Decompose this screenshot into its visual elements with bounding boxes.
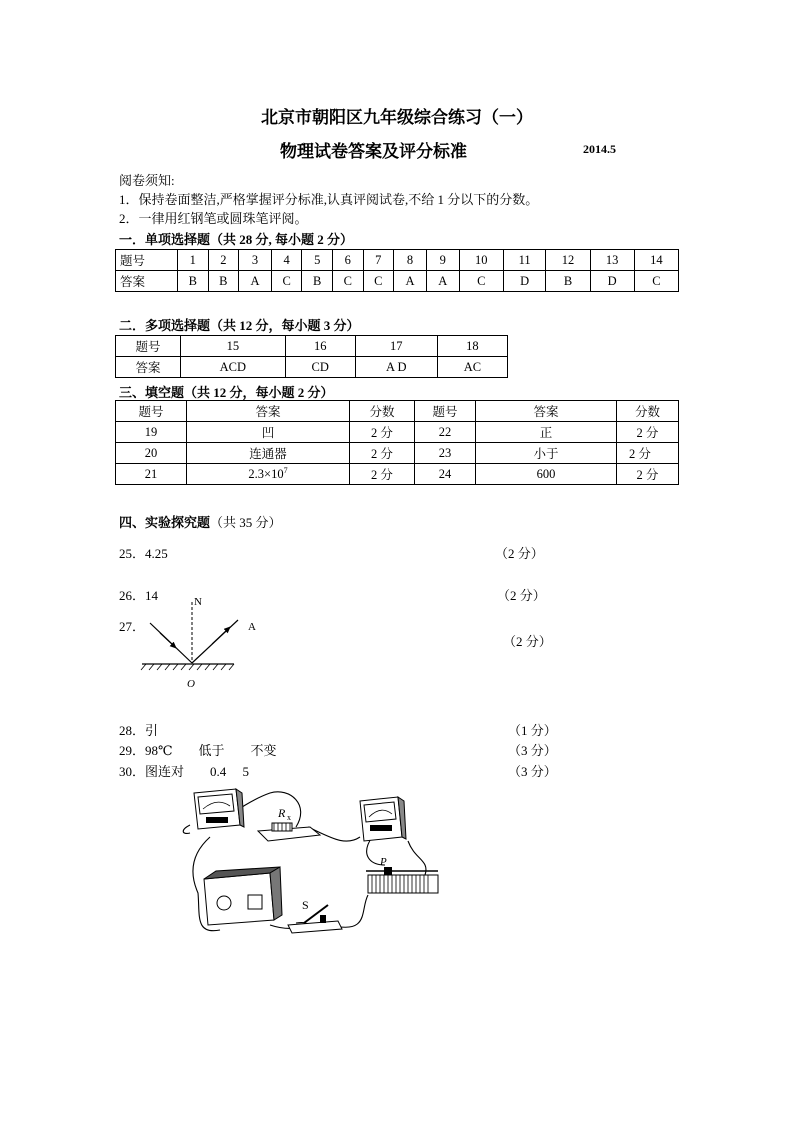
document-subtitle: 物理试卷答案及评分标准 xyxy=(280,142,467,161)
table-cell: 答案 xyxy=(116,271,178,292)
table-cell: 18 xyxy=(437,336,507,357)
table-cell: 正 xyxy=(476,422,617,443)
table-cell: 4 xyxy=(271,250,302,271)
section4-title: 四、实验探究题 xyxy=(119,515,211,530)
table-row xyxy=(116,250,679,271)
section1-table xyxy=(115,249,679,292)
table-cell: 小于 xyxy=(476,443,617,464)
table-cell: 6 xyxy=(332,250,363,271)
score-27: （2 分） xyxy=(503,634,552,649)
answer-28: 28．引 xyxy=(119,723,159,738)
table-cell: C xyxy=(459,271,503,292)
resistor-label: R xyxy=(278,806,286,820)
table-cell: C xyxy=(332,271,363,292)
table-row xyxy=(116,401,679,422)
table-cell: 2 xyxy=(208,250,239,271)
table-cell: B xyxy=(208,271,239,292)
section1-heading: 一．单项选择题（共 28 分, 每小题 2 分） xyxy=(119,232,354,247)
table-cell: B xyxy=(546,271,590,292)
answer-30: 30．图连对 0.4 5 xyxy=(119,764,250,779)
table-cell: 题号 xyxy=(116,336,181,357)
table-cell: 24 xyxy=(415,464,476,485)
table-cell: 1 xyxy=(178,250,209,271)
table-cell: 5 xyxy=(302,250,333,271)
exponent-value: 2.3×10 xyxy=(248,467,284,482)
table-cell: 分数 xyxy=(617,401,679,422)
table-cell: 9 xyxy=(426,250,459,271)
table-cell: 10 xyxy=(459,250,503,271)
table-cell: 16 xyxy=(285,336,355,357)
table-row xyxy=(116,443,679,464)
table-cell: 2 分 xyxy=(617,464,679,485)
incident-arrow xyxy=(160,633,176,648)
table-cell: A D xyxy=(355,357,437,378)
reflected-arrow xyxy=(212,627,230,644)
table-cell: C xyxy=(271,271,302,292)
table-cell: ACD xyxy=(181,357,286,378)
table-row xyxy=(116,271,679,292)
resistor-subscript: x xyxy=(287,813,291,822)
slider-label: P xyxy=(380,856,387,868)
answer-27: 27． xyxy=(119,619,146,634)
resistor-rx xyxy=(258,806,320,841)
mirror-hatching xyxy=(141,664,234,670)
answer-26: 26．14 xyxy=(119,588,159,603)
table-cell: C xyxy=(634,271,678,292)
table-cell: 23 xyxy=(415,443,476,464)
table-cell: 题号 xyxy=(415,401,476,422)
notes-heading: 阅卷须知: xyxy=(119,173,175,188)
score-26: （2 分） xyxy=(497,588,546,603)
switch-label: S xyxy=(302,898,309,912)
section4-heading xyxy=(119,512,282,531)
table-cell: 凹 xyxy=(187,422,350,443)
table-cell xyxy=(187,464,350,485)
exponent-superscript: 7 xyxy=(283,465,288,475)
table-cell: 15 xyxy=(181,336,286,357)
table-cell: A xyxy=(394,271,427,292)
score-29: （3 分） xyxy=(508,743,557,758)
table-cell: AC xyxy=(437,357,507,378)
table-cell: 8 xyxy=(394,250,427,271)
table-cell: 答案 xyxy=(476,401,617,422)
ammeter-left xyxy=(194,789,244,829)
table-cell: 600 xyxy=(476,464,617,485)
table-cell: 20 xyxy=(116,443,187,464)
section2-heading: 二．多项选择题（共 12 分，每小题 3 分） xyxy=(119,318,360,333)
document-title: 北京市朝阳区九年级综合练习（一） xyxy=(261,108,533,127)
table-cell: 2 分 xyxy=(617,443,679,464)
reflection-diagram xyxy=(140,590,260,690)
answer-25: 25．4.25 xyxy=(119,546,168,561)
normal-label: N xyxy=(194,596,202,608)
table-cell: 17 xyxy=(355,336,437,357)
table-cell: 2 分 xyxy=(350,422,415,443)
table-cell: 2 分 xyxy=(350,443,415,464)
table-cell: 7 xyxy=(363,250,394,271)
score-30: （3 分） xyxy=(508,764,557,779)
table-cell: 答案 xyxy=(116,357,181,378)
circuit-diagram xyxy=(170,775,450,945)
document-date: 2014.5 xyxy=(583,142,616,156)
table-cell: B xyxy=(178,271,209,292)
table-cell: 连通器 xyxy=(187,443,350,464)
power-supply xyxy=(204,867,282,925)
table-row xyxy=(116,336,508,357)
table-row xyxy=(116,422,679,443)
table-cell: B xyxy=(302,271,333,292)
table-row xyxy=(116,357,508,378)
table-cell: 2 分 xyxy=(350,464,415,485)
table-cell: 分数 xyxy=(350,401,415,422)
point-label: O xyxy=(187,678,195,690)
table-cell: 3 xyxy=(239,250,272,271)
table-cell: 21 xyxy=(116,464,187,485)
table-cell: 19 xyxy=(116,422,187,443)
section4-note: （共 35 分） xyxy=(210,515,282,530)
table-cell: 11 xyxy=(503,250,546,271)
table-cell: A xyxy=(239,271,272,292)
table-cell: C xyxy=(363,271,394,292)
table-cell: D xyxy=(503,271,546,292)
section3-heading: 三、填空题（共 12 分，每小题 2 分） xyxy=(119,385,334,400)
table-cell: 答案 xyxy=(187,401,350,422)
note-item: 1．保持卷面整洁,严格掌握评分标准,认真评阅试卷,不给 1 分以下的分数。 xyxy=(119,192,539,207)
voltmeter-right xyxy=(360,797,406,841)
table-cell: D xyxy=(590,271,634,292)
rheostat xyxy=(366,856,438,893)
table-cell: 13 xyxy=(590,250,634,271)
table-cell: 12 xyxy=(546,250,590,271)
table-cell: 题号 xyxy=(116,250,178,271)
ray-label: A xyxy=(248,621,256,633)
table-cell: 22 xyxy=(415,422,476,443)
table-cell: A xyxy=(426,271,459,292)
score-28: （1 分） xyxy=(508,723,557,738)
note-item: 2．一律用红钢笔或圆珠笔评阅。 xyxy=(119,211,308,226)
table-row xyxy=(116,464,679,485)
table-cell: 题号 xyxy=(116,401,187,422)
table-cell: 14 xyxy=(634,250,678,271)
section3-table xyxy=(115,400,679,485)
answer-29: 29．98℃ 低于 不变 xyxy=(119,743,277,758)
table-cell: CD xyxy=(285,357,355,378)
table-cell: 2 分 xyxy=(617,422,679,443)
score-25: （2 分） xyxy=(495,546,544,561)
section2-table xyxy=(115,335,508,378)
switch-s xyxy=(288,898,342,933)
